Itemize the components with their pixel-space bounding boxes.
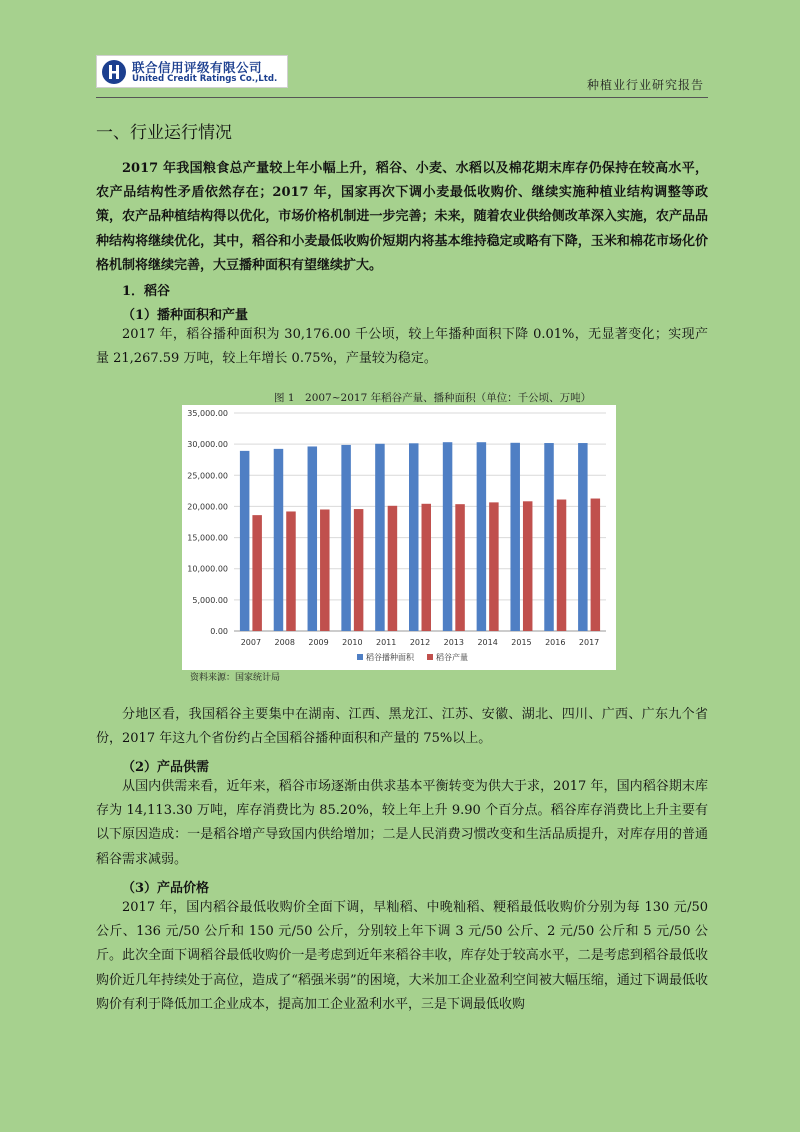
y-tick-label: 30,000.00 <box>187 440 228 450</box>
logo-chinese-name: 联合信用评级有限公司 <box>132 60 263 75</box>
y-tick-label: 20,000.00 <box>187 502 228 512</box>
legend-swatch <box>427 654 433 660</box>
y-tick-label: 5,000.00 <box>192 595 228 605</box>
legend-label: 稻谷播种面积 <box>366 653 414 662</box>
rice-chart <box>182 405 616 670</box>
report-title: 种植业行业研究报告 <box>586 78 704 92</box>
subheading-area-output: （1）播种面积和产量 <box>122 308 249 323</box>
rice-chart-svg <box>182 405 616 670</box>
x-tick-label: 2014 <box>477 638 498 647</box>
ucr-logo-icon <box>101 59 127 85</box>
bar-output-2010 <box>354 509 364 631</box>
paragraph-area-output: 2017 年，稻谷播种面积为 30,176.00 千公顷，较上年播种面积下降 0.01%，无显著变化；实现产量 21,267.59 万吨，较上年增长 0.75%，产量较为稳定。 <box>96 327 708 367</box>
x-tick-label: 2016 <box>545 638 566 647</box>
figure-title: 图 1 2007~2017 年稻谷产量、播种面积（单位：千公顷、万吨） <box>274 392 592 404</box>
bar-area-2017 <box>578 443 588 631</box>
bar-area-2013 <box>443 442 453 631</box>
bar-area-2015 <box>510 443 520 631</box>
y-tick-label: 15,000.00 <box>187 533 228 543</box>
bar-output-2009 <box>320 509 330 631</box>
bar-area-2010 <box>341 445 351 631</box>
header-divider <box>96 97 708 98</box>
x-tick-label: 2009 <box>308 638 329 647</box>
y-tick-label: 0.00 <box>210 627 228 636</box>
bar-output-2015 <box>523 501 533 631</box>
bar-output-2008 <box>286 511 296 631</box>
figure-source: 资料来源：国家统计局 <box>190 673 281 683</box>
item-heading-rice: 1．稻谷 <box>122 284 171 299</box>
legend-label: 稻谷产量 <box>436 653 468 662</box>
x-tick-label: 2010 <box>342 638 363 647</box>
paragraph-supply-demand: 从国内供需来看，近年来，稻谷市场逐渐由供求基本平衡转变为供大于求，2017 年，国内稻谷期末库存为 14,113.30 万吨，库存消费比为 85.20%，较上年上升 9.90 个百分点。稻谷库存消费比上升主要有以下原因造成：一是稻谷增产导致国内供给增加；二是人民消费习惯改变和生活品质提升，对库存用的普通稻谷需求减弱。 <box>96 779 708 867</box>
logo-english-name: United Credit Ratings Co.,Ltd. <box>132 74 278 84</box>
bar-output-2011 <box>388 506 398 631</box>
x-tick-label: 2012 <box>409 638 431 647</box>
bar-output-2013 <box>455 504 465 631</box>
bar-area-2007 <box>240 451 250 631</box>
paragraph-price: 2017 年，国内稻谷最低收购价全面下调，早籼稻、中晚籼稻、粳稻最低收购价分别为每 130 元/50 公斤、136 元/50 公斤和 150 元/50 公斤，分别较上年下调 3 元/50 公斤、2 元/50 公斤和 5 元/50 公斤。此次全面下调稻谷最低收购价一是考虑到近年来稻谷丰收，库存处于较高水平，二是考虑到稻谷最低收购价近几年持续处于高位，造成了“稻强米弱”的困境，大米加工企业盈利空间被大幅压缩，通过下调最低收购价有利于降低加工企业成本，提高加工企业盈利水平，三是下调最低收购 <box>96 900 708 1012</box>
bar-area-2009 <box>308 446 318 631</box>
legend-swatch <box>357 654 363 660</box>
subheading-supply-demand: （2）产品供需 <box>122 760 210 775</box>
bar-area-2011 <box>375 444 385 631</box>
x-tick-label: 2017 <box>578 638 600 647</box>
subheading-price: （3）产品价格 <box>122 881 210 896</box>
bar-output-2012 <box>422 504 432 631</box>
section-title: 一、行业运行情况 <box>96 123 232 143</box>
bar-output-2016 <box>557 500 567 631</box>
x-tick-label: 2008 <box>274 638 295 647</box>
x-tick-label: 2013 <box>443 638 464 647</box>
x-tick-label: 2015 <box>511 638 532 647</box>
x-tick-label: 2007 <box>240 638 262 647</box>
x-tick-label: 2011 <box>376 638 397 647</box>
company-logo <box>96 55 288 88</box>
bar-output-2014 <box>489 502 499 631</box>
bar-area-2016 <box>544 443 554 631</box>
bar-area-2008 <box>274 449 284 631</box>
bar-output-2007 <box>252 515 262 631</box>
intro-paragraph: 2017 年我国粮食总产量较上年小幅上升，稻谷、小麦、水稻以及棉花期末库存仍保持在较高水平，农产品结构性矛盾依然存在；2017 年，国家再次下调小麦最低收购价、继续实施种植业结构调整等政策，农产品种植结构得以优化，市场价格机制进一步完善；未来，随着农业供给侧改革深入实施，农产品品种结构将继续优化，其中，稻谷和小麦最低收购价短期内将基本维持稳定或略有下降，玉米和棉花市场化价格机制将继续完善，大豆播种面积有望继续扩大。 <box>96 161 708 273</box>
bar-area-2014 <box>477 442 487 631</box>
bar-output-2017 <box>591 499 601 631</box>
paragraph-regions: 分地区看，我国稻谷主要集中在湖南、江西、黑龙江、江苏、安徽、湖北、四川、广西、广东九个省份，2017 年这九个省份约占全国稻谷播种面积和产量的 75%以上。 <box>96 707 708 747</box>
bar-area-2012 <box>409 443 419 631</box>
y-tick-label: 35,000.00 <box>187 409 228 418</box>
y-tick-label: 10,000.00 <box>187 564 228 574</box>
y-tick-label: 25,000.00 <box>187 471 228 481</box>
